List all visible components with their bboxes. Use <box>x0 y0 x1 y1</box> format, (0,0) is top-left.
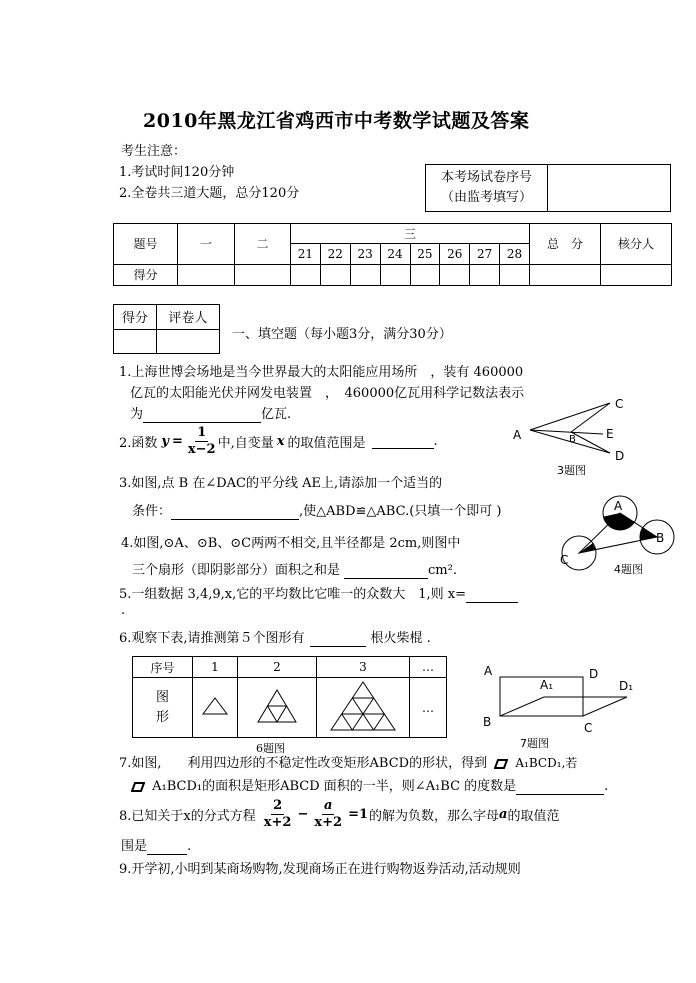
score-cell[interactable] <box>470 264 500 285</box>
matchstick-table <box>132 656 447 738</box>
q2-post: 的取值范围是 <box>287 435 366 451</box>
q2-line <box>119 424 438 458</box>
match-figure-2 <box>238 678 317 738</box>
q1-line1: 1.上海世博会场地是当今世界最大的太阳能应用场所 ，装有 460000 <box>119 365 524 380</box>
page-title: 2010年黑龙江省鸡西市中考数学试题及答案 <box>143 110 530 132</box>
q5-text: 5.一组数据 3,4,9,x,它的平均数比它唯一的众数大 1,则 x= <box>119 587 466 602</box>
score-sub-24: 24 <box>380 244 410 264</box>
score-cell[interactable] <box>500 264 530 285</box>
q7-text-b: A₁BCD₁,若 <box>515 756 578 770</box>
q7-text-a: 7.如图, 利用四边形的不稳定性改变矩形ABCD的形状，得到 <box>119 756 488 771</box>
parallelogram-icon <box>494 759 508 769</box>
q2-var-x: x <box>276 433 285 449</box>
score-cell[interactable] <box>440 264 470 285</box>
fig3-label-c: C <box>615 397 624 411</box>
fig3-label-d: D <box>615 449 625 463</box>
notice-item-2: 2.全卷共三道大题，总分120分 <box>119 186 300 201</box>
figure-7 <box>480 660 665 752</box>
q4-answer-blank[interactable] <box>344 563 428 579</box>
q7-line2 <box>131 775 608 795</box>
score-sub-26: 26 <box>440 244 470 264</box>
notice-item-1: 1.考试时间120分钟 <box>119 165 235 180</box>
q5-line2: . <box>121 603 126 618</box>
score-header-total: 总 分 <box>530 224 601 265</box>
q8-line2 <box>121 835 191 855</box>
score-cell[interactable] <box>178 264 235 285</box>
q8-denominator-1: x+2 <box>263 814 292 830</box>
q2-fraction <box>186 425 218 458</box>
score-sub-28: 28 <box>500 244 530 264</box>
q2-numerator: 1 <box>197 424 207 440</box>
match-row-label: 图 形 <box>133 678 193 738</box>
score-cell[interactable] <box>601 264 672 285</box>
fig7-label-d1: D₁ <box>619 679 634 693</box>
q6-answer-blank[interactable] <box>310 631 366 647</box>
q1-line2: 亿瓦的太阳能光伏并网发电装置 ， 460000亿瓦用科学记数法表示 <box>130 386 525 401</box>
match-header-3: 3 <box>317 657 410 678</box>
q8-text: 的解为负数，那么字母 <box>369 808 500 824</box>
q8-numerator-1: 2 <box>273 797 283 813</box>
q2-var-y: y <box>161 433 169 449</box>
q2-answer-blank[interactable] <box>372 433 434 449</box>
q1-answer-blank[interactable] <box>143 407 261 423</box>
grader-name-cell[interactable] <box>156 329 219 354</box>
triangle-grid-2-icon <box>255 688 299 724</box>
fig3-line-bd <box>571 432 610 453</box>
serial-label-line1: 本考场试卷序号 <box>440 170 532 185</box>
score-header-tihao: 题号 <box>114 224 178 265</box>
score-cell[interactable] <box>291 264 321 285</box>
fig7-parallelogram <box>500 697 627 716</box>
grader-score-label: 得分 <box>114 305 157 330</box>
score-sub-21: 21 <box>291 244 321 264</box>
fig3-label-b: B <box>569 434 576 445</box>
match-figure-1 <box>193 678 238 738</box>
q6-line <box>119 627 431 647</box>
parallelogram-icon <box>131 782 145 792</box>
q8-minus: − <box>297 806 309 822</box>
q4-line2 <box>132 559 457 579</box>
match-figure-more: … <box>410 678 447 738</box>
fig3-caption: 3题图 <box>557 464 586 477</box>
score-header-checker: 核分人 <box>601 224 672 265</box>
grader-score-cell[interactable] <box>114 329 157 354</box>
fig7-caption: 7题图 <box>520 737 549 750</box>
fig4-label-c: C <box>560 553 569 567</box>
q1-suffix: 亿瓦. <box>261 407 292 422</box>
q8-answer-blank[interactable] <box>147 839 187 855</box>
match-header-2: 2 <box>238 657 317 678</box>
score-header-two: 二 <box>235 224 291 265</box>
q8-var-a: a <box>499 806 508 822</box>
fig4-label-b: B <box>656 531 665 545</box>
score-row-label: 得分 <box>114 264 178 285</box>
q2-end: . <box>433 433 438 449</box>
score-cell[interactable] <box>350 264 380 285</box>
q9-line1: 9.开学初,小明到某商场购物,发现商场正在进行购物返券活动,活动规则 <box>119 862 521 877</box>
q8-fraction-2 <box>312 798 344 831</box>
grader-name-label: 评卷人 <box>156 305 219 330</box>
q6-prefix: 6.观察下表,请推测第５个图形有 <box>119 631 305 646</box>
score-sub-27: 27 <box>470 244 500 264</box>
score-sub-22: 22 <box>320 244 350 264</box>
figure-3 <box>505 390 635 480</box>
fig6-caption: 6题图 <box>256 742 285 755</box>
q7-text-c: A₁BCD₁的面积是矩形ABCD 面积的一半，则∠A₁BC 的度数是 <box>152 779 517 794</box>
score-cell[interactable] <box>380 264 410 285</box>
fig4-label-a: A <box>614 499 623 513</box>
q8-prefix: 8.已知关于x的分式方程 <box>119 808 256 824</box>
score-table <box>113 223 672 286</box>
q8-line1 <box>119 794 559 834</box>
q4-line1: 4.如图,⊙A、⊙B、⊙C两两不相交,且半径都是 2cm,则图中 <box>121 536 461 551</box>
score-cell[interactable] <box>410 264 440 285</box>
notice-heading: 考生注意： <box>121 144 187 159</box>
q3-line1: 3.如图,点 B 在∠DAC的平分线 AE上,请添加一个适当的 <box>119 476 443 491</box>
score-header-one: 一 <box>178 224 235 265</box>
score-sub-23: 23 <box>350 244 380 264</box>
q3-prefix: 条件： <box>132 504 172 519</box>
q4-suffix: cm². <box>428 563 457 578</box>
q3-answer-blank[interactable] <box>171 504 299 520</box>
q6-suffix: 根火柴棍 . <box>370 631 431 646</box>
triangle-grid-3-icon <box>328 680 398 732</box>
triangle-icon <box>200 696 230 716</box>
score-cell[interactable] <box>235 264 291 285</box>
q5-answer-blank[interactable] <box>466 587 518 603</box>
q8-end: . <box>187 839 192 854</box>
serial-number-box <box>425 164 671 212</box>
q2-denominator: x−2 <box>187 441 216 457</box>
q2-prefix: 2.函数 <box>119 435 158 451</box>
q8-numerator-2: a <box>323 797 333 813</box>
q1-line3 <box>130 403 291 423</box>
q4-prefix: 三个扇形（即阴影部分）面积之和是 <box>132 563 341 578</box>
q8-denominator-2: x+2 <box>314 814 343 830</box>
fig7-label-b: B <box>483 715 492 729</box>
match-header-index: 序号 <box>133 657 193 678</box>
score-cell[interactable] <box>530 264 601 285</box>
fig3-line-bc <box>571 403 610 432</box>
fig3-label-e: E <box>606 427 614 441</box>
section-1-heading: 一、填空题（每小题3分，满分30分） <box>232 327 452 342</box>
q5-line1 <box>119 583 518 603</box>
score-cell[interactable] <box>320 264 350 285</box>
match-header-more: … <box>410 657 447 678</box>
fig4-caption: 4题图 <box>614 563 643 576</box>
fig4-sector-b <box>640 528 657 541</box>
figure-4 <box>550 490 680 576</box>
q3-suffix: ,使△ABD≌△ABC.(只填一个即可 ) <box>299 504 502 519</box>
fig7-label-d: D <box>589 667 599 681</box>
q8-equals: =1 <box>348 806 369 822</box>
score-header-three: 三 <box>291 224 530 244</box>
fig3-line-ac <box>530 403 610 430</box>
q8-fraction-1 <box>262 798 294 831</box>
serial-label-line2: （由监考填写） <box>440 190 532 205</box>
q7-end: . <box>604 779 609 794</box>
score-sub-25: 25 <box>410 244 440 264</box>
match-figure-3 <box>317 678 410 738</box>
q2-equals: = <box>171 433 183 449</box>
q3-line2 <box>132 500 501 520</box>
fig7-label-c: C <box>584 721 593 735</box>
grader-box <box>113 304 220 354</box>
fig3-label-a: A <box>513 428 522 442</box>
fig7-label-a1: A₁ <box>540 678 554 692</box>
q7-line1 <box>119 752 577 771</box>
fig7-label-a: A <box>484 664 493 678</box>
match-header-1: 1 <box>193 657 238 678</box>
q8-prefix-2: 围是 <box>121 839 148 854</box>
q7-answer-blank[interactable] <box>516 779 604 795</box>
serial-number-field[interactable] <box>548 165 671 212</box>
q1-prefix: 为 <box>130 407 144 422</box>
q2-mid: 中,自变量 <box>217 435 274 451</box>
q8-text-2: 的取值范 <box>507 808 560 824</box>
